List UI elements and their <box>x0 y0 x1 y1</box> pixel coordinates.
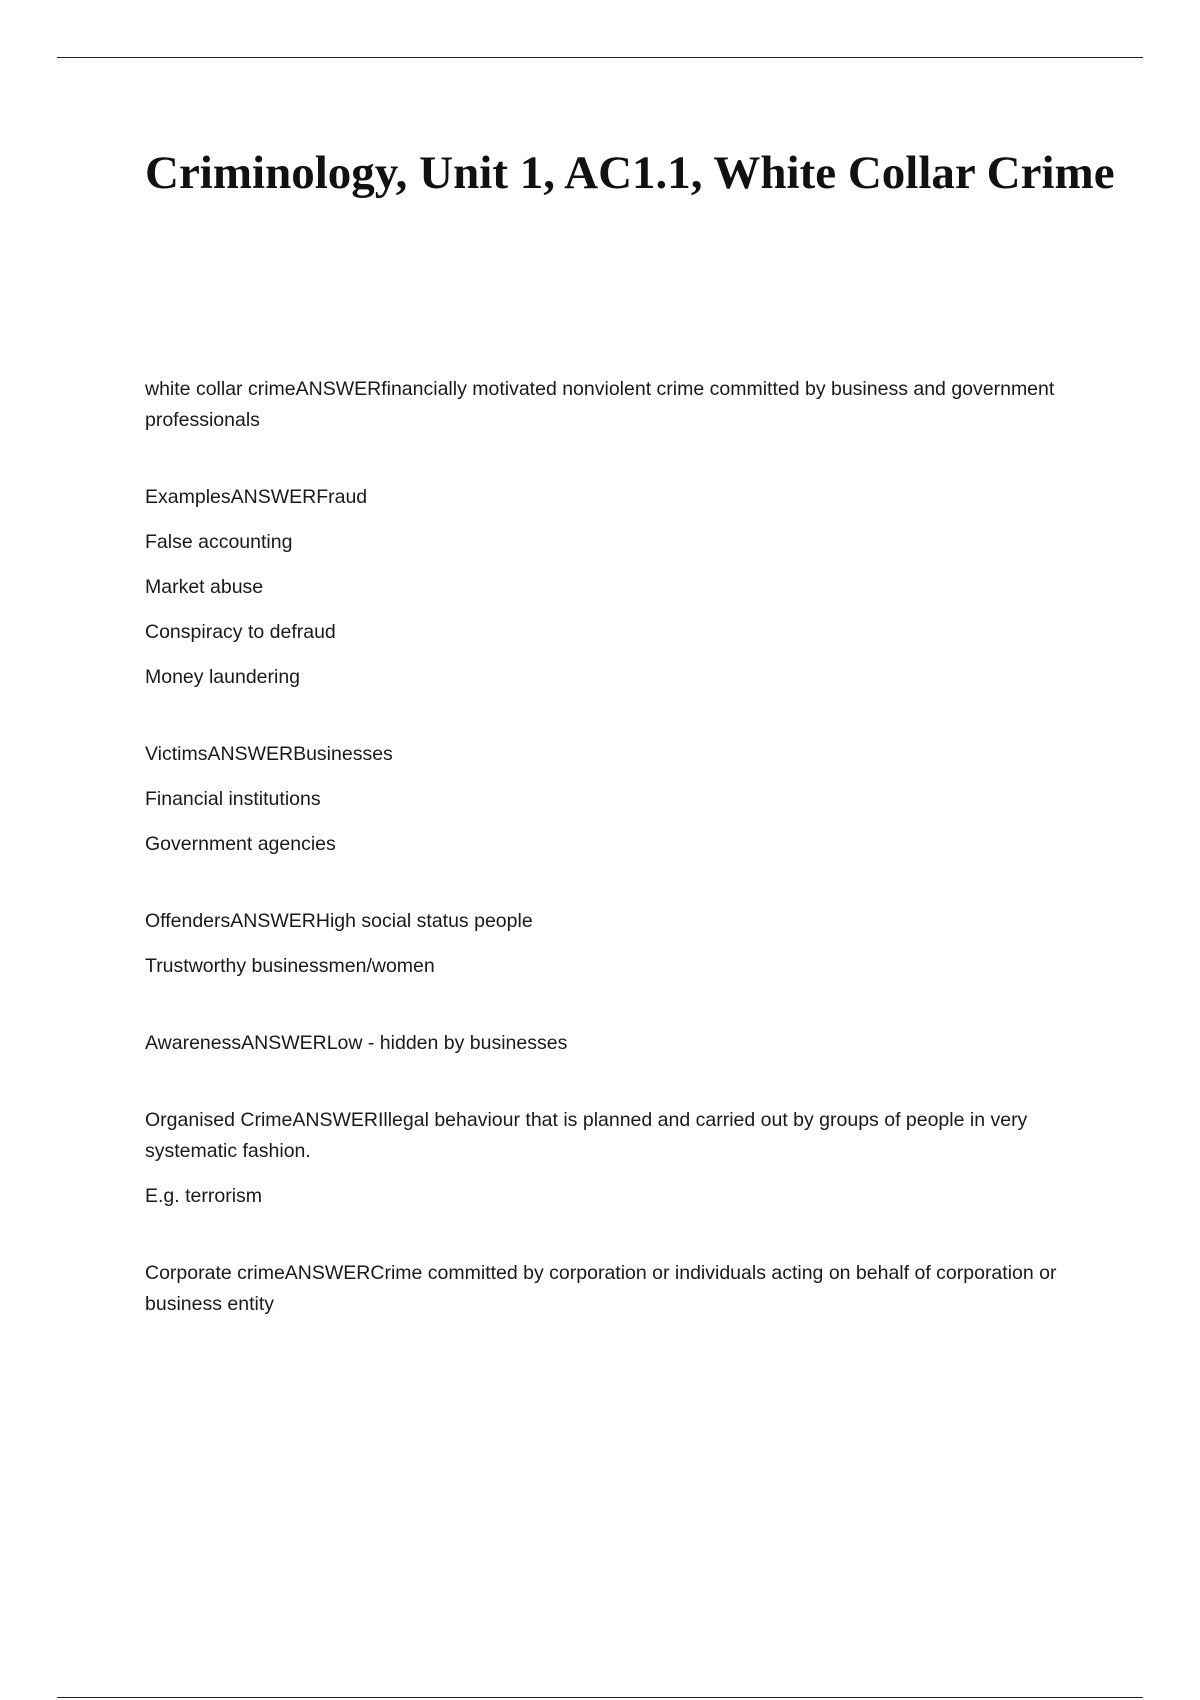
bottom-rule <box>57 1697 1143 1698</box>
card-text: AwarenessANSWERLow - hidden by businesses <box>145 1032 568 1054</box>
card-text: Government agencies <box>145 833 336 855</box>
card-text: Corporate crimeANSWERCrime committed by corporation or individuals acting on behalf of corporation or business entity <box>145 1262 1057 1315</box>
card-offenders <box>145 906 1085 982</box>
top-rule <box>57 57 1143 58</box>
card-corporate-crime <box>145 1258 1085 1320</box>
card-text: Money laundering <box>145 666 301 688</box>
card-text: Organised CrimeANSWERIllegal behaviour that is planned and carried out by groups of people in very systematic fashion. <box>145 1109 1028 1162</box>
card-text: False accounting <box>145 531 293 553</box>
card-white-collar-crime <box>145 374 1085 436</box>
card-text: OffendersANSWERHigh social status people <box>145 910 533 932</box>
card-text: Market abuse <box>145 576 264 598</box>
card-text: ExamplesANSWERFraud <box>145 486 368 508</box>
card-victims <box>145 739 1085 860</box>
page-title: Criminology, Unit 1, AC1.1, White Collar Crime <box>145 147 1115 199</box>
flashcard-list <box>145 374 1085 1334</box>
card-awareness <box>145 1028 1085 1059</box>
card-text: VictimsANSWERBusinesses <box>145 743 393 765</box>
card-text: E.g. terrorism <box>145 1185 263 1207</box>
card-text: Financial institutions <box>145 788 321 810</box>
card-text: white collar crimeANSWERfinancially motivated nonviolent crime committed by business and government professionals <box>145 378 1055 431</box>
card-text: Trustworthy businessmen/women <box>145 955 435 977</box>
card-text: Conspiracy to defraud <box>145 621 336 643</box>
card-examples <box>145 482 1085 693</box>
card-organised-crime <box>145 1105 1085 1212</box>
